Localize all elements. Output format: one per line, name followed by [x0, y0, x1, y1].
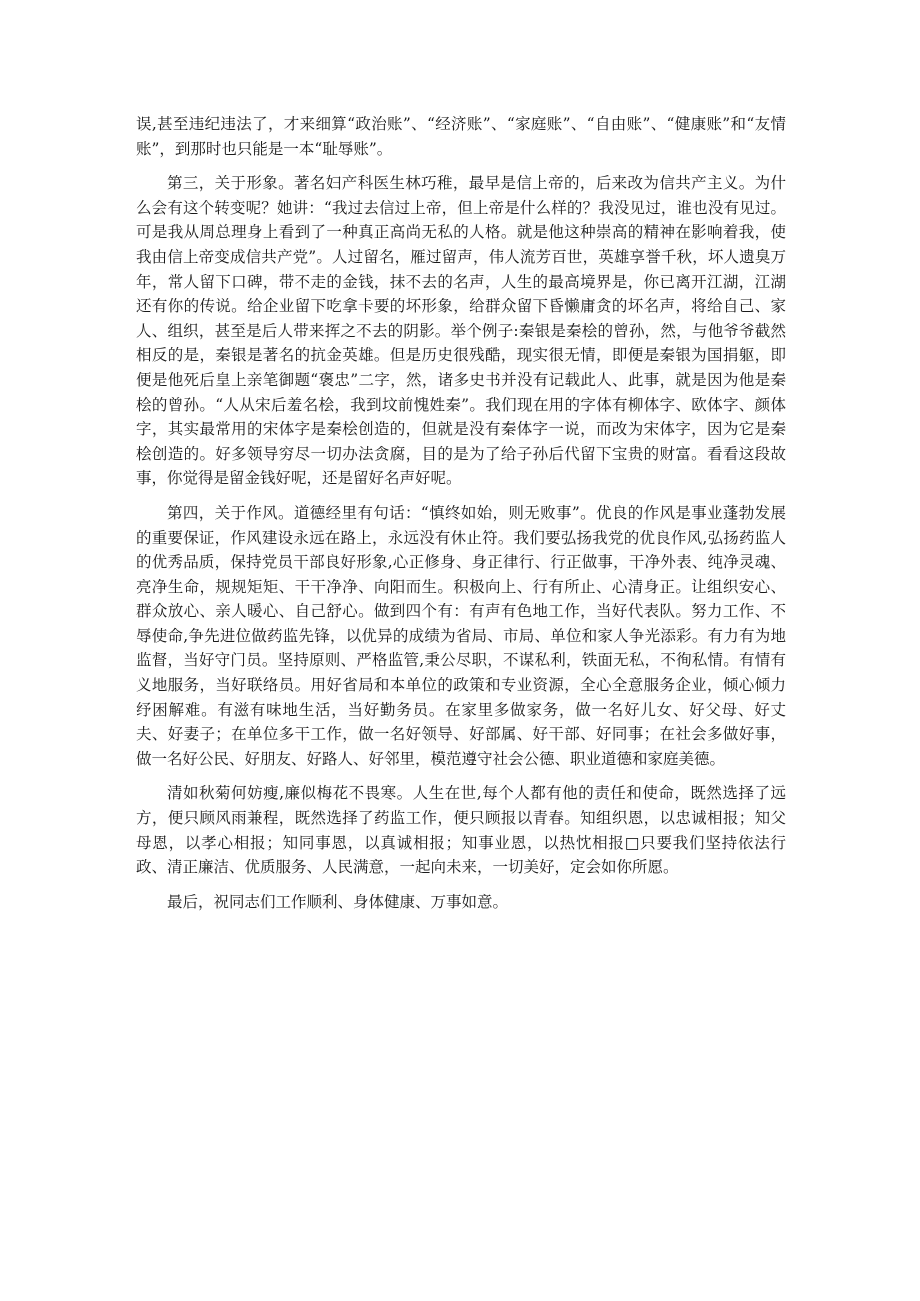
paragraph-work-style: 第四，关于作风。道德经里有句话：“慎终如始，则无败事”。优良的作风是事业蓬勃发展的重要保证，作风建设永远在路上，永远没有休止符。我们要弘扬我党的优良作风,弘扬药监人的优秀品质，保持党员干部良好形象,心正修身、身正律行、行正做事，干净外表、纯净灵魂、亮净生命，规规矩矩、干干净净、向阳而生。积极向上、行有所止、心清身正。让组织安心、群众放心、亲人暖心、自己舒心。做到四个有：有声有色地工作，当好代表队。努力工作、不辱使命,争先进位做药监先锋，以优异的成绩为省局、市局、单位和家人争光添彩。有力有为地监督，当好守门员。坚持原则、严格监管,秉公尽职，不谋私利，铁面无私，不徇私情。有情有义地服务，当好联络员。用好省局和本单位的政策和专业资源，全心全意服务企业，倾心倾力纾困解难。有滋有味地生活，当好勤务员。在家里多做家务，做一名好儿女、好父母、好丈夫、好妻子；在单位多干工作，做一名好领导、好部属、好干部、好同事；在社会多做好事，做一名好公民、好朋友、好路人、好邻里，模范遵守社会公德、职业道德和家庭美德。 — [136, 503, 786, 768]
paragraph-integrity: 清如秋菊何妨瘦,廉似梅花不畏寒。人生在世,每个人都有他的责任和使命，既然选择了远方，便只顾风雨兼程，既然选择了药监工作，便只顾报以青春。知组织恩，以忠诚相报；知父母恩，以孝心相报；知同事恩，以真诚相报；知事业恩，以热忱相报□只要我们坚持依法行政、清正廉洁、优质服务、人民满意，一起向未来，一切美好，定会如你所愿。 — [136, 784, 786, 877]
paragraph-closing: 最后，祝同志们工作顺利、身体健康、万事如意。 — [167, 892, 509, 911]
paragraph-continuation: 误,甚至违纪违法了，才来细算“政治账”、“经济账”、“家庭账”、“自由账”、“健康账”和“友情账”，到那时也只能是一本“耻辱账”。 — [136, 115, 786, 158]
document-body — [136, 112, 786, 924]
paragraph-image: 第三，关于形象。著名妇产科医生林巧稚，最早是信上帝的，后来改为信共产主义。为什么会有这个转变呢？她讲：“我过去信过上帝，但上帝是什么样的？我没见过，谁也没有见过。可是我从周总理身上看到了一种真正高尚无私的人格。就是他这种崇高的精神在影响着我，使我由信上帝变成信共产党”。人过留名，雁过留声，伟人流芳百世，英雄享誉千秋，坏人遗臭万年，常人留下口碑，带不走的金钱，抹不去的名声，人生的最高境界是，你已离开江湖，江湖还有你的传说。给企业留下吃拿卡要的坏形象，给群众留下昏懒庸贪的坏名声，将给自己、家人、组织，甚至是后人带来挥之不去的阴影。举个例子:秦银是秦桧的曾孙，然，与他爷爷截然相反的是，秦银是著名的抗金英雄。但是历史很残酷，现实很无情，即便是秦银为国捐躯，即便是他死后皇上亲笔御题“褒忠”二字，然，诸多史书并没有记载此人、此事，就是因为他是秦桧的曾孙。“人从宋后羞名桧，我到坟前愧姓秦”。我们现在用的字体有柳体字、欧体字、颜体字，其实最常用的宋体字是秦桧创造的，但就是没有秦体字一说，而改为宋体字，因为它是秦桧创造的。好多领导穷尽一切办法贪腐，目的是为了给子孙后代留下宝贵的财富。看看这段故事，你觉得是留金钱好呢，还是留好名声好呢。 — [136, 174, 786, 488]
